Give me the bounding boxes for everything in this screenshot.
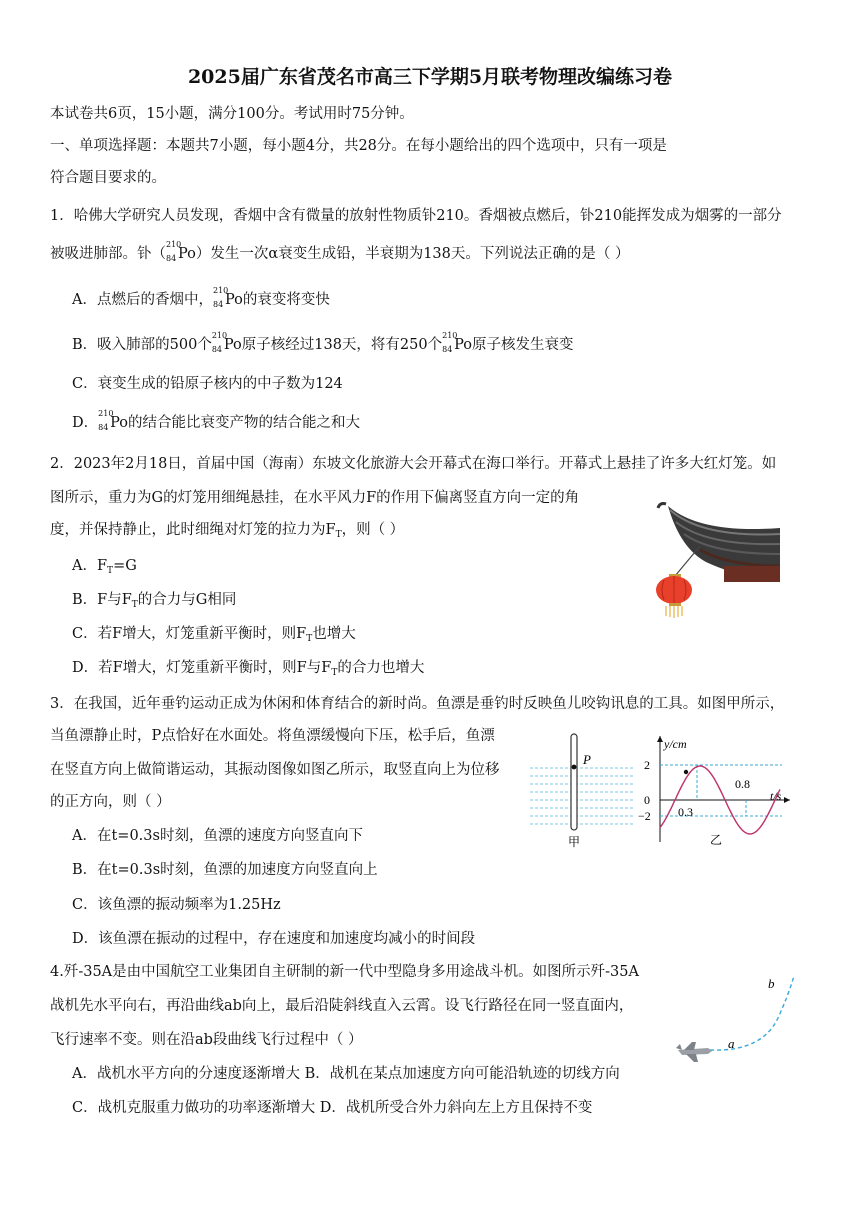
q3-option-a[interactable]: A．在t=0.3s时刻，鱼漂的速度方向竖直向下: [72, 828, 363, 844]
section-heading-line1: 一、单项选择题：本题共7小题，每小题4分，共28分。在每小题给出的四个选项中，只有一项是: [50, 138, 667, 154]
q2-option-a[interactable]: A．$F_T=G$: [72, 558, 137, 576]
red-lantern-icon: [656, 574, 692, 618]
nuclide-po: 210 84: [166, 240, 182, 263]
q4-options-ab[interactable]: A．战机水平方向的分速度逐渐增大 B．战机在某点加速度方向可能沿轨迹的切线方向: [72, 1066, 620, 1082]
q1-stem-line1: 1．哈佛大学研究人员发现，香烟中含有微量的放射性物质钋210。香烟被点燃后，钋210能挥发成为烟雾的一部分: [50, 208, 782, 224]
point-p-label: P: [583, 752, 591, 767]
q4-stem-line1: 4.歼-35A是由中国航空工业集团自主研制的新一代中型隐身多用途战斗机。如图所示歼-35A: [50, 964, 639, 980]
t-axis-arrow: [784, 797, 790, 803]
q1-option-c[interactable]: C．衰变生成的铅原子核内的中子数为124: [72, 376, 343, 392]
q1-stem-line2: 被吸进肺部。钋（ 210 84 Po）发生一次α衰变生成铅，半衰期为138天。下列说法正确的是（ ）: [50, 240, 630, 263]
q4-options-cd[interactable]: C．战机克服重力做功的功率逐渐增大 D．战机所受合外力斜向左上方且保持不变: [72, 1100, 593, 1116]
tick-neg: −2: [638, 809, 651, 823]
q3-option-b[interactable]: B．在t=0.3s时刻，鱼漂的加速度方向竖直向上: [72, 862, 378, 878]
oscillation-graph-yi: [630, 730, 800, 850]
y-axis-label: y/cm: [664, 737, 687, 751]
jet-trajectory-figure: [672, 968, 802, 1068]
page-title: 2025届广东省茂名市高三下学期5月联考物理改编练习卷: [187, 66, 673, 88]
q3-option-d[interactable]: D．该鱼漂在振动的过程中，存在速度和加速度均减小的时间段: [72, 931, 476, 947]
t03-point: [684, 770, 688, 774]
q1-option-b[interactable]: B．吸入肺部的500个 210 84 Po原子核经过138天，将有250个 210 84 Po原子核发生衰变: [72, 331, 574, 354]
flight-path: [710, 976, 794, 1050]
point-b-label: b: [768, 976, 775, 991]
section-heading-line2: 符合题目要求的。: [50, 170, 166, 186]
water-surface: [530, 768, 634, 824]
q3-stem-line4: 的正方向，则（ ）: [50, 794, 171, 810]
rope-line: [675, 546, 700, 576]
q2-option-b[interactable]: B．F与$F_T$的合力与G相同: [72, 592, 237, 610]
lantern-eave-figure: [640, 500, 790, 620]
y-axis-arrow: [657, 736, 663, 742]
q1-option-d[interactable]: D． 210 84 Po的结合能比衰变产物的结合能之和大: [72, 409, 361, 432]
tick-0-3: 0.3: [678, 805, 693, 819]
q2-option-c[interactable]: C．若F增大，灯笼重新平衡时，则$F_T$也增大: [72, 626, 356, 644]
t-axis-label: t/s: [770, 789, 782, 803]
roof-eave-icon: [658, 504, 780, 583]
fighter-jet-icon: [676, 1042, 712, 1062]
q3-stem-line1: 3．在我国，近年垂钓运动正成为休闲和体育结合的新时尚。鱼漂是垂钓时反映鱼儿咬钩讯息的工具。如图甲所示，: [50, 696, 785, 712]
fig-label-yi: 乙: [710, 833, 723, 847]
q2-stem-line3: 度，并保持静止，此时细绳对灯笼的拉力为$F_T$，则（ ）: [50, 522, 405, 540]
tick-0-8: 0.8: [735, 777, 750, 791]
q2-stem-line1: 2．2023年2月18日，首届中国（海南）东坡文化旅游大会开幕式在海口举行。开幕式上悬挂了许多大红灯笼。如: [50, 456, 777, 472]
q3-stem-line3: 在竖直方向上做简谐运动，其振动图像如图乙所示，取竖直向上为位移: [50, 762, 500, 778]
point-a-label: a: [728, 1036, 735, 1051]
q3-option-c[interactable]: C．该鱼漂的振动频率为1.25Hz: [72, 897, 281, 913]
exam-intro: 本试卷共6页，15小题，满分100分。考试用时75分钟。: [50, 106, 414, 122]
q2-option-d[interactable]: D．若F增大，灯笼重新平衡时，则F与$F_T$的合力也增大: [72, 660, 425, 678]
tick-zero: 0: [644, 793, 650, 807]
tick-pos: 2: [644, 758, 650, 772]
fishing-float-icon: [571, 734, 577, 830]
fig-label-jia: 甲: [568, 835, 581, 849]
float-figure-jia: [528, 730, 638, 850]
q4-stem-line2: 战机先水平向右，再沿曲线ab向上，最后沿陡斜线直入云霄。设飞行路径在同一竖直面内，: [50, 998, 634, 1014]
point-p-marker: [572, 765, 577, 770]
q2-stem-line2: 图所示，重力为G的灯笼用细绳悬挂，在水平风力F的作用下偏离竖直方向一定的角: [50, 490, 580, 506]
q4-stem-line3: 飞行速率不变。则在沿ab段曲线飞行过程中（ ）: [50, 1032, 363, 1048]
q1-option-a[interactable]: A．点燃后的香烟中， 210 84 Po的衰变将变快: [72, 286, 330, 309]
q3-stem-line2: 当鱼漂静止时，P点恰好在水面处。将鱼漂缓慢向下压，松手后，鱼漂: [50, 728, 495, 744]
